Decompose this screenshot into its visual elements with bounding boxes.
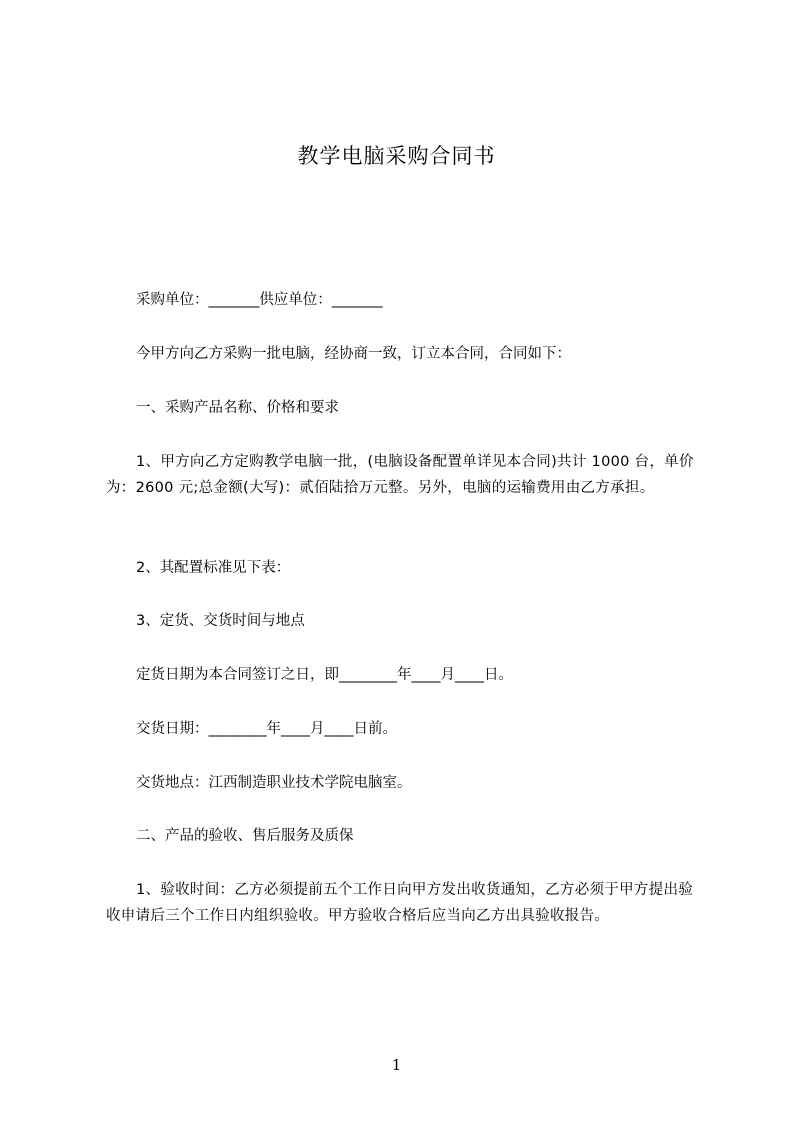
clause-order-quantity-price: 1、甲方向乙方定购教学电脑一批，(电脑设备配置单详见本合同)共计 1000 台，单价为：2600 元;总金额(大写)：贰佰陆拾万元整。另外，电脑的运输费用由乙方承担。: [106, 454, 694, 496]
delivery-location-line: 交货地点：江西制造职业技术学院电脑室。: [136, 775, 412, 791]
clause-acceptance-time: 1、验收时间：乙方必须提前五个工作日向甲方发出收货通知，乙方必须于甲方提出验收申请后三个工作日内组织验收。甲方验收合格后应当向乙方出具验收报告。: [106, 882, 694, 924]
purchase-supplier-line: 采购单位：_______供应单位：_______: [136, 292, 383, 308]
delivery-date-line: 交货日期：________年____月____日前。: [136, 721, 397, 737]
section-heading-acceptance: 二、产品的验收、售后服务及质保: [136, 828, 354, 844]
page-number: 1: [391, 1056, 402, 1074]
order-date-line: 定货日期为本合同签订之日，即________年____月____日。: [136, 667, 513, 683]
clause-delivery-heading: 3、定货、交货时间与地点: [136, 613, 305, 629]
contract-intro: 今甲方向乙方采购一批电脑，经协商一致，订立本合同，合同如下：: [136, 346, 571, 362]
section-heading-products: 一、采购产品名称、价格和要求: [136, 400, 339, 416]
document-title: 教学电脑采购合同书: [297, 144, 496, 168]
clause-configuration: 2、其配置标准见下表：: [136, 560, 291, 576]
